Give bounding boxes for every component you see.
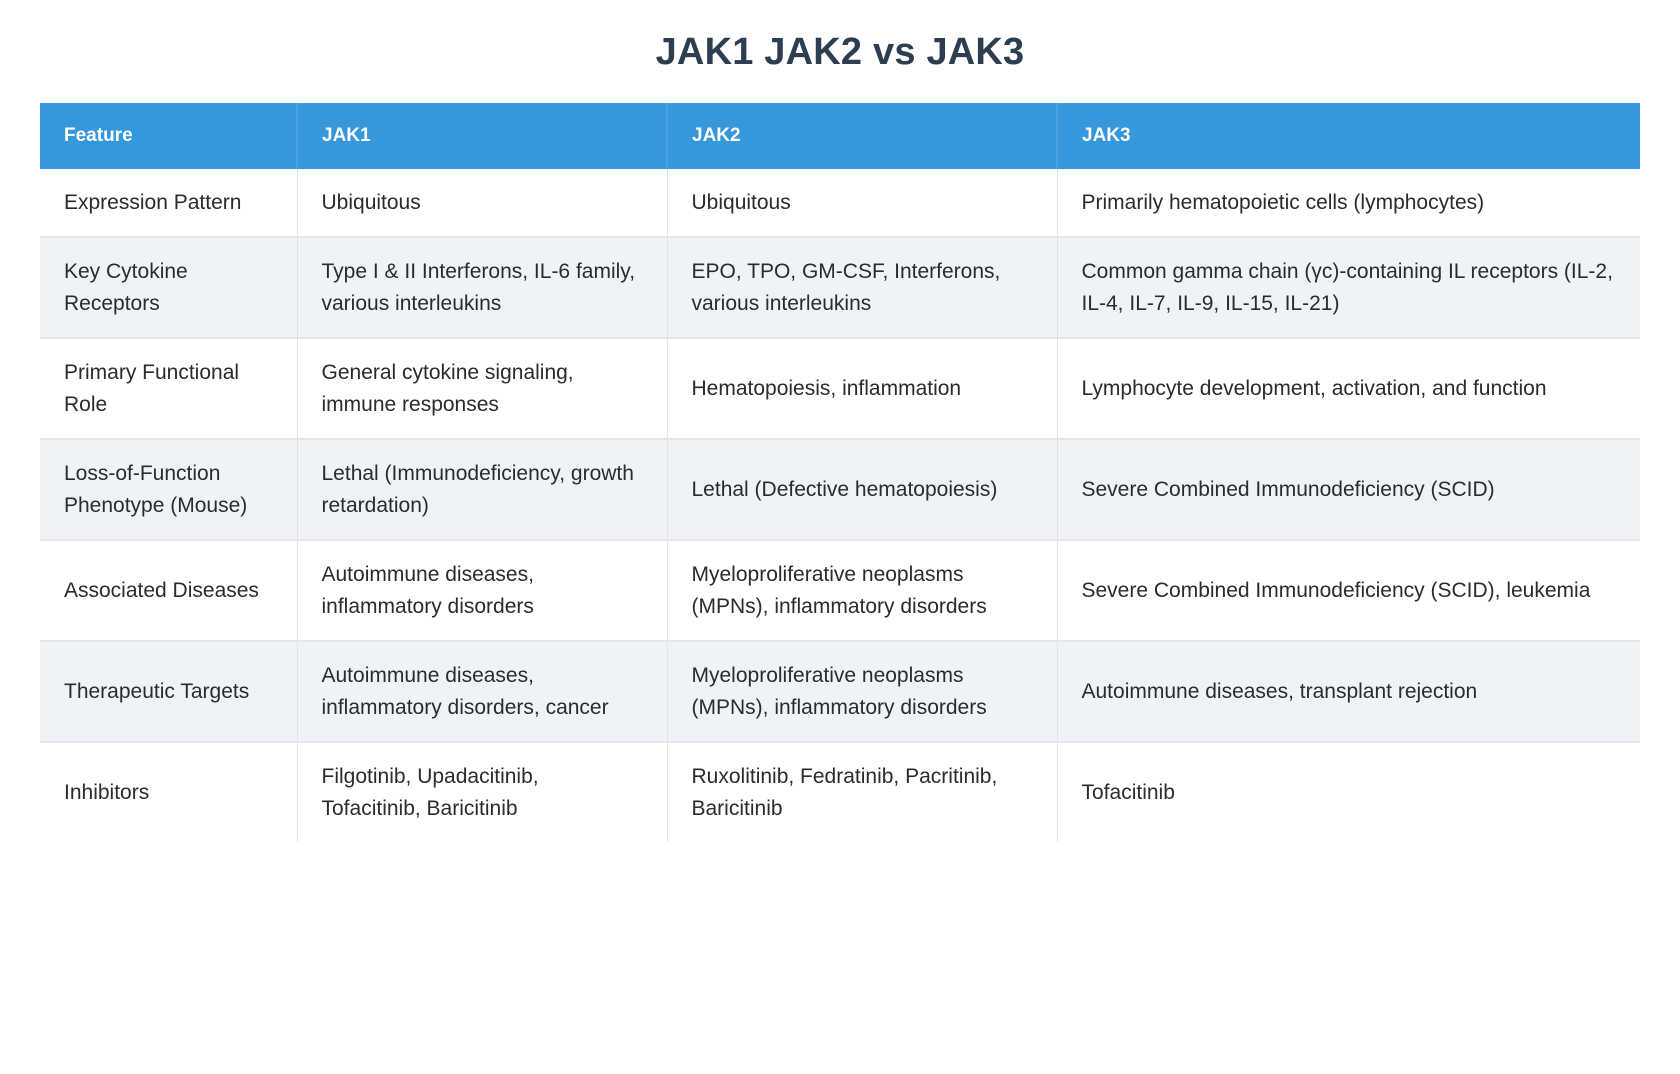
cell-feature: Primary Functional Role	[40, 338, 297, 439]
cell-jak2: EPO, TPO, GM-CSF, Interferons, various interleukins	[667, 237, 1057, 338]
table-header	[40, 103, 1640, 169]
cell-feature: Associated Diseases	[40, 540, 297, 641]
column-header-jak2[interactable]: JAK2	[667, 103, 1057, 169]
cell-jak2: Hematopoiesis, inflammation	[667, 338, 1057, 439]
cell-jak1: Ubiquitous	[297, 169, 667, 238]
cell-feature: Loss-of-Function Phenotype (Mouse)	[40, 439, 297, 540]
cell-jak3: Severe Combined Immunodeficiency (SCID), leukemia	[1057, 540, 1640, 641]
comparison-table-container	[40, 103, 1640, 843]
column-header-jak3[interactable]: JAK3	[1057, 103, 1640, 169]
cell-feature: Inhibitors	[40, 742, 297, 842]
cell-jak3: Lymphocyte development, activation, and function	[1057, 338, 1640, 439]
column-header-feature[interactable]: Feature	[40, 103, 297, 169]
cell-jak2: Ruxolitinib, Fedratinib, Pacritinib, Baricitinib	[667, 742, 1057, 842]
cell-jak3: Severe Combined Immunodeficiency (SCID)	[1057, 439, 1640, 540]
cell-jak1: Autoimmune diseases, inflammatory disorders	[297, 540, 667, 641]
table-header-row	[40, 103, 1640, 169]
table-body	[40, 169, 1640, 843]
cell-jak1: Type I & II Interferons, IL-6 family, various interleukins	[297, 237, 667, 338]
cell-jak1: Autoimmune diseases, inflammatory disorders, cancer	[297, 641, 667, 742]
cell-jak2: Myeloproliferative neoplasms (MPNs), inflammatory disorders	[667, 540, 1057, 641]
table-row	[40, 338, 1640, 439]
column-header-jak1[interactable]: JAK1	[297, 103, 667, 169]
cell-feature: Key Cytokine Receptors	[40, 237, 297, 338]
cell-jak1: Lethal (Immunodeficiency, growth retardation)	[297, 439, 667, 540]
cell-feature: Therapeutic Targets	[40, 641, 297, 742]
table-row	[40, 439, 1640, 540]
jak-comparison-table	[40, 103, 1640, 843]
table-row	[40, 742, 1640, 842]
table-row	[40, 540, 1640, 641]
table-row	[40, 169, 1640, 238]
table-row	[40, 237, 1640, 338]
cell-jak3: Primarily hematopoietic cells (lymphocytes)	[1057, 169, 1640, 238]
cell-jak2: Lethal (Defective hematopoiesis)	[667, 439, 1057, 540]
page-title: JAK1 JAK2 vs JAK3	[655, 31, 1025, 73]
cell-jak1: General cytokine signaling, immune responses	[297, 338, 667, 439]
table-row	[40, 641, 1640, 742]
cell-jak1: Filgotinib, Upadacitinib, Tofacitinib, Baricitinib	[297, 742, 667, 842]
cell-jak2: Ubiquitous	[667, 169, 1057, 238]
cell-jak3: Common gamma chain (γc)-containing IL receptors (IL-2, IL-4, IL-7, IL-9, IL-15, IL-21)	[1057, 237, 1640, 338]
cell-feature: Expression Pattern	[40, 169, 297, 238]
cell-jak3: Autoimmune diseases, transplant rejection	[1057, 641, 1640, 742]
cell-jak3: Tofacitinib	[1057, 742, 1640, 842]
cell-jak2: Myeloproliferative neoplasms (MPNs), inflammatory disorders	[667, 641, 1057, 742]
